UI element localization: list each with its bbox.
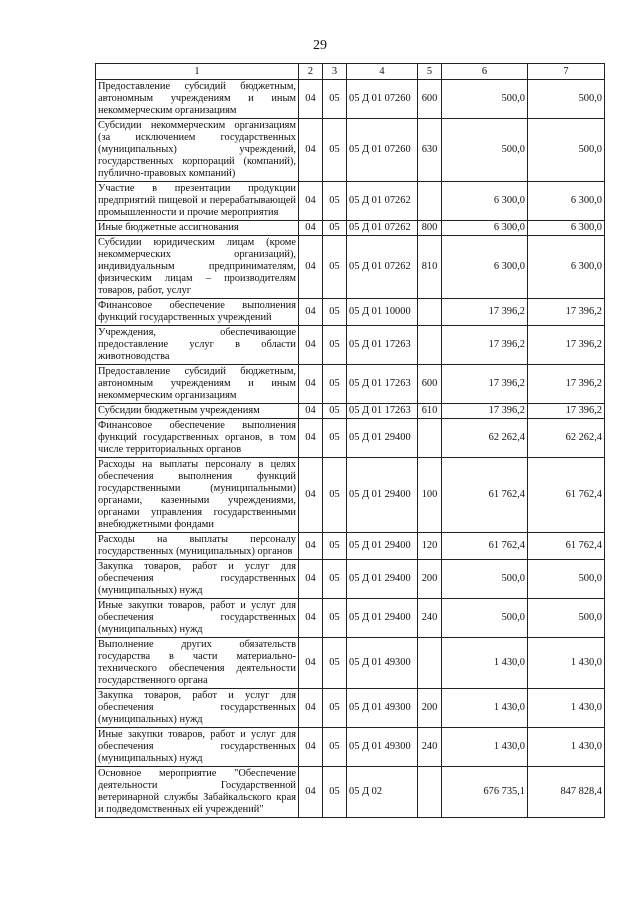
section-code: 04 bbox=[299, 767, 323, 818]
section-code: 04 bbox=[299, 533, 323, 560]
target-article-code: 05 Д 01 29400 bbox=[347, 533, 418, 560]
row-name: Субсидии некоммерческим организациям (за исключением государственных (муниципальных) учреждений, государственных корпораций (компаний), публично-правовых компаний) bbox=[96, 119, 299, 182]
header-row bbox=[96, 64, 605, 80]
row-name: Закупка товаров, работ и услуг для обеспечения государственных (муниципальных) нужд bbox=[96, 689, 299, 728]
expense-type-code: 630 bbox=[418, 119, 442, 182]
subsection-code: 05 bbox=[323, 404, 347, 419]
table-body bbox=[96, 80, 605, 818]
subsection-code: 05 bbox=[323, 599, 347, 638]
amount-year-2: 1 430,0 bbox=[528, 689, 605, 728]
subsection-code: 05 bbox=[323, 299, 347, 326]
subsection-code: 05 bbox=[323, 533, 347, 560]
row-name: Расходы на выплаты персоналу в целях обеспечения выполнения функций государственными (муниципальными) органами, казенными учреждениями, органами управления государственными внебюджетными фондами bbox=[96, 458, 299, 533]
amount-year-1: 500,0 bbox=[442, 599, 528, 638]
amount-year-2: 62 262,4 bbox=[528, 419, 605, 458]
amount-year-2: 500,0 bbox=[528, 560, 605, 599]
amount-year-1: 61 762,4 bbox=[442, 533, 528, 560]
target-article-code: 05 Д 01 29400 bbox=[347, 419, 418, 458]
target-article-code: 05 Д 02 bbox=[347, 767, 418, 818]
row-name: Иные бюджетные ассигнования bbox=[96, 221, 299, 236]
section-code: 04 bbox=[299, 299, 323, 326]
section-code: 04 bbox=[299, 419, 323, 458]
expense-type-code: 240 bbox=[418, 728, 442, 767]
col-header-6: 6 bbox=[442, 64, 528, 80]
subsection-code: 05 bbox=[323, 119, 347, 182]
amount-year-1: 62 262,4 bbox=[442, 419, 528, 458]
table-row bbox=[96, 80, 605, 119]
amount-year-2: 500,0 bbox=[528, 599, 605, 638]
row-name: Выполнение других обязательств государства в части материально-технического обеспечения деятельности государственного органа bbox=[96, 638, 299, 689]
table-row bbox=[96, 689, 605, 728]
amount-year-1: 6 300,0 bbox=[442, 221, 528, 236]
target-article-code: 05 Д 01 07260 bbox=[347, 80, 418, 119]
amount-year-2: 1 430,0 bbox=[528, 638, 605, 689]
expense-type-code: 240 bbox=[418, 599, 442, 638]
col-header-4: 4 bbox=[347, 64, 418, 80]
amount-year-1: 17 396,2 bbox=[442, 365, 528, 404]
amount-year-1: 6 300,0 bbox=[442, 236, 528, 299]
amount-year-1: 17 396,2 bbox=[442, 299, 528, 326]
target-article-code: 05 Д 01 07262 bbox=[347, 221, 418, 236]
expense-type-code: 810 bbox=[418, 236, 442, 299]
subsection-code: 05 bbox=[323, 689, 347, 728]
subsection-code: 05 bbox=[323, 767, 347, 818]
amount-year-2: 500,0 bbox=[528, 80, 605, 119]
amount-year-1: 1 430,0 bbox=[442, 689, 528, 728]
section-code: 04 bbox=[299, 728, 323, 767]
amount-year-2: 500,0 bbox=[528, 119, 605, 182]
section-code: 04 bbox=[299, 326, 323, 365]
amount-year-1: 61 762,4 bbox=[442, 458, 528, 533]
subsection-code: 05 bbox=[323, 365, 347, 404]
table-row bbox=[96, 299, 605, 326]
subsection-code: 05 bbox=[323, 419, 347, 458]
table-row bbox=[96, 419, 605, 458]
target-article-code: 05 Д 01 07262 bbox=[347, 236, 418, 299]
section-code: 04 bbox=[299, 404, 323, 419]
subsection-code: 05 bbox=[323, 728, 347, 767]
amount-year-1: 17 396,2 bbox=[442, 404, 528, 419]
expense-type-code: 610 bbox=[418, 404, 442, 419]
target-article-code: 05 Д 01 29400 bbox=[347, 458, 418, 533]
row-name: Финансовое обеспечение выполнения функций государственных органов, в том числе территориальных органов bbox=[96, 419, 299, 458]
subsection-code: 05 bbox=[323, 638, 347, 689]
row-name: Участие в презентации продукции предприятий пищевой и перерабатывающей промышленности и прочие мероприятия bbox=[96, 182, 299, 221]
table-row bbox=[96, 458, 605, 533]
table-row bbox=[96, 533, 605, 560]
row-name: Предоставление субсидий бюджетным, автономным учреждениям и иным некоммерческим организациям bbox=[96, 365, 299, 404]
section-code: 04 bbox=[299, 689, 323, 728]
section-code: 04 bbox=[299, 638, 323, 689]
expense-type-code: 200 bbox=[418, 560, 442, 599]
amount-year-1: 676 735,1 bbox=[442, 767, 528, 818]
table-row bbox=[96, 221, 605, 236]
table-row bbox=[96, 119, 605, 182]
table-row bbox=[96, 599, 605, 638]
subsection-code: 05 bbox=[323, 80, 347, 119]
amount-year-2: 17 396,2 bbox=[528, 404, 605, 419]
expense-type-code bbox=[418, 767, 442, 818]
expense-type-code bbox=[418, 182, 442, 221]
target-article-code: 05 Д 01 29400 bbox=[347, 560, 418, 599]
expense-type-code bbox=[418, 638, 442, 689]
subsection-code: 05 bbox=[323, 326, 347, 365]
section-code: 04 bbox=[299, 236, 323, 299]
row-name: Субсидии юридическим лицам (кроме некоммерческих организаций), индивидуальным предпринимателям, физическим лицам – производителям товаров, работ, услуг bbox=[96, 236, 299, 299]
subsection-code: 05 bbox=[323, 182, 347, 221]
amount-year-2: 6 300,0 bbox=[528, 221, 605, 236]
col-header-1: 1 bbox=[96, 64, 299, 80]
table-row bbox=[96, 767, 605, 818]
section-code: 04 bbox=[299, 365, 323, 404]
row-name: Предоставление субсидий бюджетным, автономным учреждениям и иным некоммерческим организациям bbox=[96, 80, 299, 119]
budget-table bbox=[95, 63, 605, 818]
col-header-2: 2 bbox=[299, 64, 323, 80]
target-article-code: 05 Д 01 07262 bbox=[347, 182, 418, 221]
section-code: 04 bbox=[299, 221, 323, 236]
expense-type-code: 600 bbox=[418, 80, 442, 119]
table-row bbox=[96, 326, 605, 365]
target-article-code: 05 Д 01 17263 bbox=[347, 326, 418, 365]
page-number: 29 bbox=[313, 38, 327, 53]
section-code: 04 bbox=[299, 599, 323, 638]
amount-year-2: 17 396,2 bbox=[528, 299, 605, 326]
amount-year-1: 17 396,2 bbox=[442, 326, 528, 365]
target-article-code: 05 Д 01 49300 bbox=[347, 638, 418, 689]
table-row bbox=[96, 236, 605, 299]
target-article-code: 05 Д 01 49300 bbox=[347, 728, 418, 767]
table-row bbox=[96, 365, 605, 404]
amount-year-2: 17 396,2 bbox=[528, 326, 605, 365]
table-row bbox=[96, 560, 605, 599]
col-header-5: 5 bbox=[418, 64, 442, 80]
row-name: Субсидии бюджетным учреждениям bbox=[96, 404, 299, 419]
expense-type-code bbox=[418, 326, 442, 365]
subsection-code: 05 bbox=[323, 458, 347, 533]
amount-year-2: 6 300,0 bbox=[528, 236, 605, 299]
expense-type-code: 800 bbox=[418, 221, 442, 236]
amount-year-2: 61 762,4 bbox=[528, 458, 605, 533]
amount-year-1: 6 300,0 bbox=[442, 182, 528, 221]
amount-year-1: 500,0 bbox=[442, 119, 528, 182]
row-name: Иные закупки товаров, работ и услуг для обеспечения государственных (муниципальных) нужд bbox=[96, 599, 299, 638]
amount-year-1: 1 430,0 bbox=[442, 638, 528, 689]
expense-type-code bbox=[418, 299, 442, 326]
section-code: 04 bbox=[299, 458, 323, 533]
target-article-code: 05 Д 01 49300 bbox=[347, 689, 418, 728]
row-name: Учреждения, обеспечивающие предоставление услуг в области животноводства bbox=[96, 326, 299, 365]
expense-type-code: 600 bbox=[418, 365, 442, 404]
section-code: 04 bbox=[299, 182, 323, 221]
amount-year-2: 847 828,4 bbox=[528, 767, 605, 818]
target-article-code: 05 Д 01 07260 bbox=[347, 119, 418, 182]
section-code: 04 bbox=[299, 560, 323, 599]
expense-type-code: 200 bbox=[418, 689, 442, 728]
target-article-code: 05 Д 01 17263 bbox=[347, 404, 418, 419]
table-row bbox=[96, 638, 605, 689]
amount-year-2: 17 396,2 bbox=[528, 365, 605, 404]
expense-type-code: 120 bbox=[418, 533, 442, 560]
target-article-code: 05 Д 01 10000 bbox=[347, 299, 418, 326]
row-name: Расходы на выплаты персоналу государственных (муниципальных) органов bbox=[96, 533, 299, 560]
target-article-code: 05 Д 01 29400 bbox=[347, 599, 418, 638]
amount-year-1: 500,0 bbox=[442, 80, 528, 119]
section-code: 04 bbox=[299, 119, 323, 182]
amount-year-1: 500,0 bbox=[442, 560, 528, 599]
amount-year-1: 1 430,0 bbox=[442, 728, 528, 767]
row-name: Финансовое обеспечение выполнения функций государственных учреждений bbox=[96, 299, 299, 326]
subsection-code: 05 bbox=[323, 236, 347, 299]
row-name: Основное мероприятие "Обеспечение деятельности Государственной ветеринарной службы Забайкальского края и подведомственных ей учреждений" bbox=[96, 767, 299, 818]
expense-type-code: 100 bbox=[418, 458, 442, 533]
table-row bbox=[96, 728, 605, 767]
section-code: 04 bbox=[299, 80, 323, 119]
col-header-7: 7 bbox=[528, 64, 605, 80]
amount-year-2: 1 430,0 bbox=[528, 728, 605, 767]
table-row bbox=[96, 404, 605, 419]
subsection-code: 05 bbox=[323, 221, 347, 236]
expense-type-code bbox=[418, 419, 442, 458]
subsection-code: 05 bbox=[323, 560, 347, 599]
table-row bbox=[96, 182, 605, 221]
amount-year-2: 61 762,4 bbox=[528, 533, 605, 560]
row-name: Закупка товаров, работ и услуг для обеспечения государственных (муниципальных) нужд bbox=[96, 560, 299, 599]
row-name: Иные закупки товаров, работ и услуг для обеспечения государственных (муниципальных) нужд bbox=[96, 728, 299, 767]
amount-year-2: 6 300,0 bbox=[528, 182, 605, 221]
col-header-3: 3 bbox=[323, 64, 347, 80]
target-article-code: 05 Д 01 17263 bbox=[347, 365, 418, 404]
